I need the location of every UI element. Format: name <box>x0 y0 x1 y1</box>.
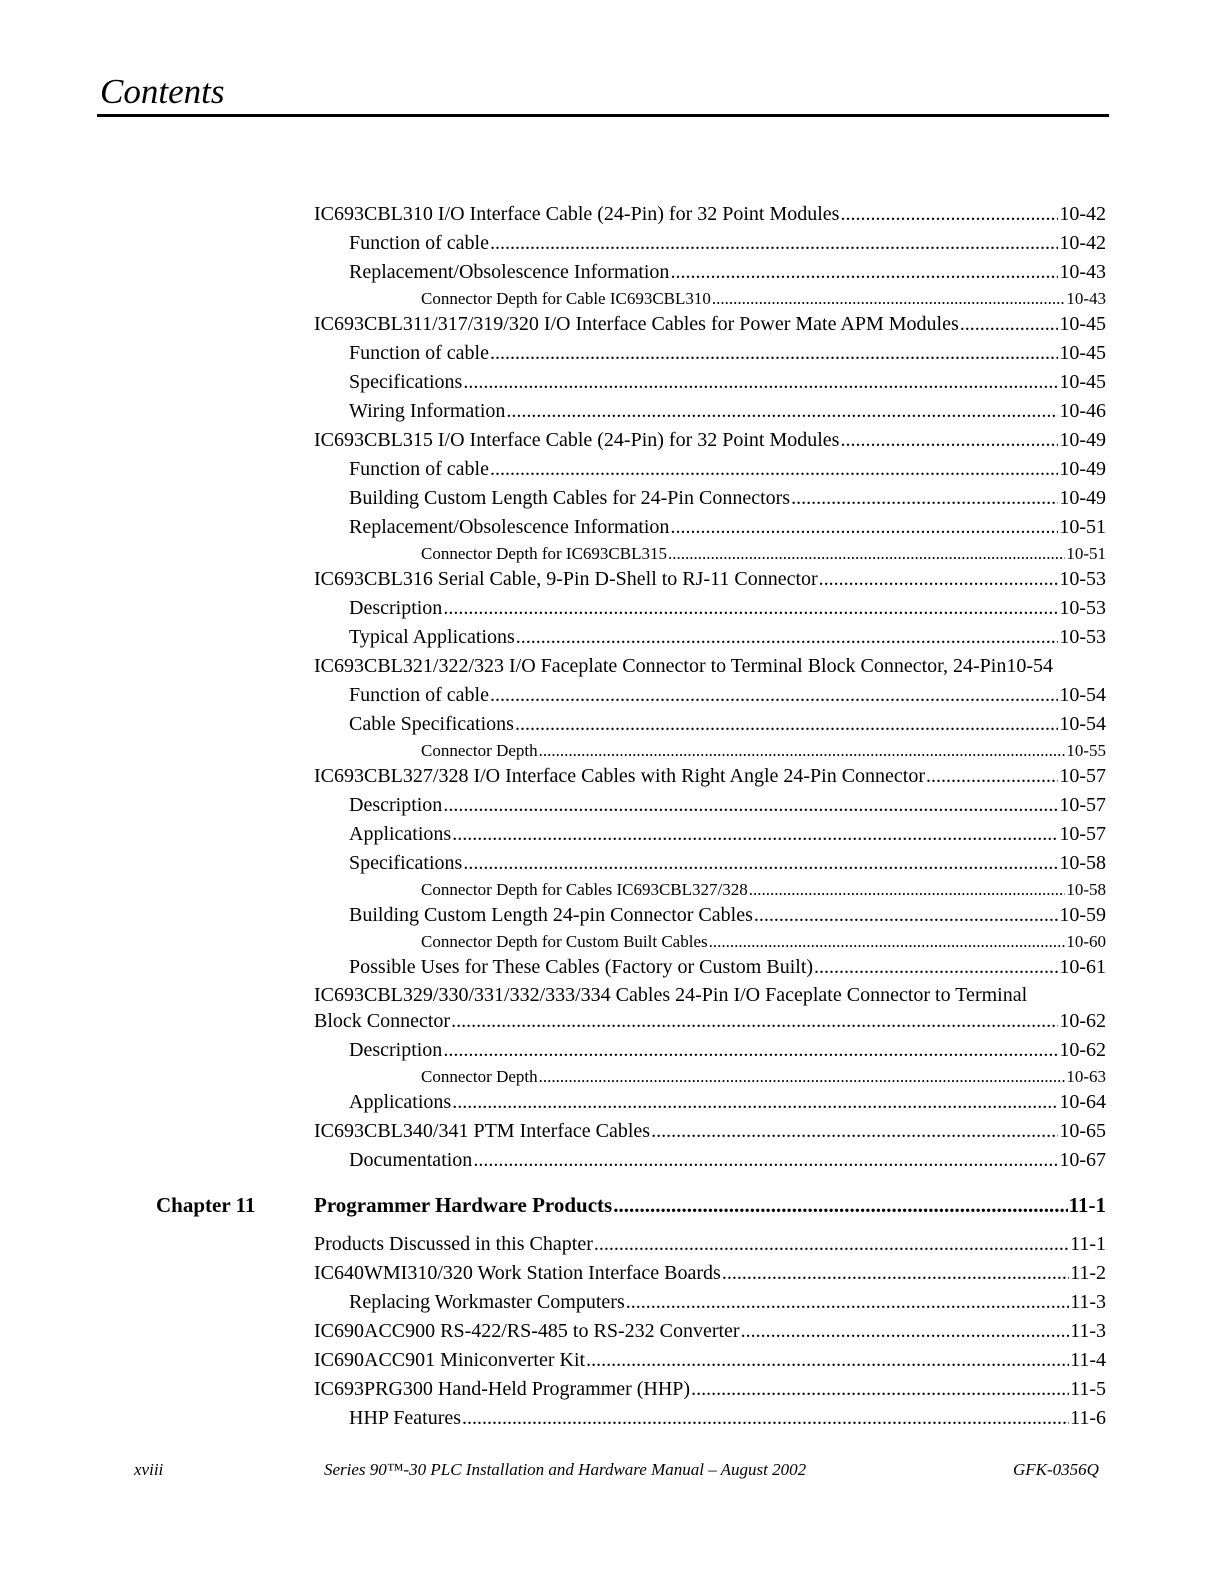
toc-entry[interactable] <box>349 487 1106 515</box>
toc-entry-title: Applications <box>349 823 452 845</box>
chapter-label: Chapter 11 <box>156 1193 256 1217</box>
toc-entry[interactable] <box>349 597 1106 625</box>
toc-entry[interactable] <box>349 713 1106 741</box>
toc-entry-title: IC693CBL340/341 PTM Interface Cables <box>314 1120 651 1142</box>
dot-leader <box>490 232 1058 255</box>
toc-entry-page: 10-53 <box>1059 626 1106 648</box>
toc-entry[interactable] <box>314 203 1106 231</box>
chapter-page: 11-1 <box>1068 1193 1106 1217</box>
dot-leader <box>840 203 1058 226</box>
dot-leader <box>462 1407 1069 1430</box>
toc-entry-title: IC693PRG300 Hand-Held Programmer (HHP) <box>314 1378 691 1400</box>
dot-leader <box>452 823 1058 846</box>
toc-entry[interactable] <box>349 1407 1106 1435</box>
toc-entry[interactable] <box>349 626 1106 654</box>
dot-leader <box>443 794 1058 817</box>
toc-entry-page: 10-62 <box>1059 1010 1106 1032</box>
toc-entry-page: 11-6 <box>1070 1407 1106 1429</box>
toc-entry-page: 10-51 <box>1059 516 1106 538</box>
toc-entry[interactable] <box>314 1349 1106 1377</box>
toc-entry-title: Specifications <box>349 852 463 874</box>
toc-entry-title: Function of cable <box>349 342 489 364</box>
toc-entry-title: Connector Depth for Custom Built Cables <box>421 932 708 951</box>
toc-entry-title: IC693CBL310 I/O Interface Cable (24-Pin) for 32 Point Modules <box>314 203 840 225</box>
toc-entry-title: Connector Depth for IC693CBL315 <box>421 544 667 563</box>
toc-entry-page: 11-2 <box>1070 1262 1106 1284</box>
dot-leader <box>670 516 1058 539</box>
toc-entry-title: Specifications <box>349 371 463 393</box>
toc-entry-page: 11-1 <box>1070 1233 1106 1255</box>
chapter-entry[interactable] <box>314 1193 1106 1221</box>
toc-entry-title: Products Discussed in this Chapter <box>314 1233 593 1255</box>
toc-entry-title: IC693CBL311/317/319/320 I/O Interface Cables for Power Mate APM Modules <box>314 313 959 335</box>
toc-entry[interactable] <box>314 1233 1106 1261</box>
dot-leader <box>709 932 1066 952</box>
toc-entry-page: 11-3 <box>1070 1291 1106 1313</box>
footer-doc-id: GFK-0356Q <box>1013 1460 1099 1479</box>
toc-entry[interactable] <box>349 823 1106 851</box>
toc-entry[interactable] <box>349 342 1106 370</box>
dot-leader <box>443 1039 1058 1062</box>
dot-leader <box>539 741 1066 761</box>
dot-leader <box>506 400 1058 423</box>
toc-entry-page: 10-53 <box>1059 597 1106 619</box>
dot-leader <box>539 1067 1066 1087</box>
toc-entry-page: 11-3 <box>1070 1320 1106 1342</box>
toc-entry[interactable] <box>421 932 1106 954</box>
toc-entry-page: 10-45 <box>1059 342 1106 364</box>
dot-leader <box>926 765 1058 788</box>
toc-entry-page: 10-61 <box>1059 956 1106 978</box>
toc-entry[interactable] <box>421 1067 1106 1089</box>
dot-leader <box>594 1233 1069 1256</box>
toc-entry-page: 10-57 <box>1059 765 1106 787</box>
toc-entry-title: IC640WMI310/320 Work Station Interface Boards <box>314 1262 721 1284</box>
toc-entry[interactable] <box>314 1320 1106 1348</box>
toc-entry-page: 11-5 <box>1070 1378 1106 1400</box>
toc-entry-title: IC693CBL315 I/O Interface Cable (24-Pin) for 32 Point Modules <box>314 429 840 451</box>
toc-entry[interactable] <box>314 313 1106 341</box>
dot-leader <box>651 1120 1058 1143</box>
toc-entry-title: Description <box>349 1039 443 1061</box>
toc-entry-page: 10-65 <box>1059 1120 1106 1142</box>
toc-entry-page: 10-49 <box>1059 487 1106 509</box>
dot-leader <box>814 956 1058 979</box>
toc-entry-title: Wiring Information <box>349 400 506 422</box>
chapter-title: Programmer Hardware Products <box>314 1193 613 1217</box>
toc-entry[interactable] <box>421 289 1106 311</box>
toc-entry-page: 10-67 <box>1059 1149 1106 1171</box>
dot-leader <box>791 487 1058 510</box>
toc-entry-title: IC690ACC901 Miniconverter Kit <box>314 1349 586 1371</box>
footer-manual-title: Series 90™-30 PLC Installation and Hardware Manual – August 2002 <box>324 1460 807 1479</box>
toc-entry-page: 10-62 <box>1059 1039 1106 1061</box>
toc-entry[interactable] <box>421 544 1106 566</box>
toc-entry-title: Connector Depth for Cables IC693CBL327/328 <box>421 880 748 899</box>
toc-entry-page: 10-42 <box>1059 203 1106 225</box>
toc-entry-title: Function of cable <box>349 684 489 706</box>
toc-entry-page: 10-45 <box>1059 313 1106 335</box>
toc-entry-title: Connector Depth for Cable IC693CBL310 <box>421 289 711 308</box>
toc-entry[interactable] <box>349 1291 1106 1319</box>
toc-entry-title: Typical Applications <box>349 626 515 648</box>
toc-entry-title: IC693CBL321/322/323 I/O Faceplate Connector to Terminal Block Connector, 24-Pin10-54 <box>314 655 1053 677</box>
toc-entry-title: IC693CBL316 Serial Cable, 9-Pin D-Shell to RJ-11 Connector <box>314 568 818 590</box>
toc-entry-page: 10-46 <box>1059 400 1106 422</box>
dot-leader <box>960 313 1059 336</box>
toc-entry-page: 10-51 <box>1066 544 1106 563</box>
toc-entry-page: 10-45 <box>1059 371 1106 393</box>
toc-entry[interactable] <box>349 904 1106 932</box>
toc-entry-title: IC693CBL327/328 I/O Interface Cables with Right Angle 24-Pin Connector <box>314 765 926 787</box>
toc-entry-title: Block Connector <box>314 1010 451 1032</box>
toc-entry[interactable] <box>314 1120 1106 1148</box>
toc-entry-page: 10-64 <box>1059 1091 1106 1113</box>
toc-entry-page: 10-49 <box>1059 458 1106 480</box>
toc-entry[interactable] <box>421 880 1106 902</box>
toc-entry-title: Function of cable <box>349 232 489 254</box>
footer-page-number: xviii <box>134 1460 164 1479</box>
toc-entry-title: Connector Depth <box>421 1067 538 1086</box>
toc-entry[interactable] <box>314 568 1106 596</box>
toc-entry[interactable] <box>349 371 1106 399</box>
toc-entry-page: 11-4 <box>1070 1349 1106 1371</box>
toc-entry-page: 10-63 <box>1066 1067 1106 1086</box>
dot-leader <box>840 429 1058 452</box>
toc-entry-title: Building Custom Length 24-pin Connector Cables <box>349 904 753 926</box>
toc-entry[interactable] <box>314 765 1106 793</box>
toc-entry[interactable] <box>349 794 1106 822</box>
dot-leader <box>668 544 1065 564</box>
page-title: Contents <box>100 72 225 111</box>
dot-leader <box>443 597 1058 620</box>
toc-entry-title: Building Custom Length Cables for 24-Pin Connectors <box>349 487 791 509</box>
toc-entry-page: 10-42 <box>1059 232 1106 254</box>
toc-entry[interactable] <box>421 741 1106 763</box>
toc-entry[interactable] <box>349 516 1106 544</box>
toc-entry[interactable] <box>349 261 1106 289</box>
toc-entry-page: 10-54 <box>1059 684 1106 706</box>
toc-entry[interactable] <box>349 852 1106 880</box>
toc-entry-title: IC693CBL329/330/331/332/333/334 Cables 24-Pin I/O Faceplate Connector to Terminal <box>314 984 1028 1006</box>
dot-leader <box>473 1149 1058 1172</box>
dot-leader <box>749 880 1066 900</box>
dot-leader <box>463 852 1058 875</box>
toc-entry-page: 10-53 <box>1059 568 1106 590</box>
toc-entry[interactable] <box>314 1262 1106 1290</box>
toc-entry-page: 10-43 <box>1066 289 1106 308</box>
dot-leader <box>490 684 1058 707</box>
toc-entry-title: Replacement/Obsolescence Information <box>349 516 670 538</box>
toc-entry[interactable] <box>349 1091 1106 1119</box>
dot-leader <box>626 1291 1069 1314</box>
toc-entry-title: Description <box>349 794 443 816</box>
toc-entry-page: 10-57 <box>1059 794 1106 816</box>
toc-entry-title: Applications <box>349 1091 452 1113</box>
dot-leader <box>691 1378 1069 1401</box>
toc-entry[interactable] <box>349 956 1106 984</box>
toc-entry-title: Connector Depth <box>421 741 538 760</box>
dot-leader <box>515 713 1058 736</box>
toc-entry-page: 10-58 <box>1059 852 1106 874</box>
toc-entry[interactable] <box>314 984 1027 1012</box>
toc-entry-page: 10-55 <box>1066 741 1106 760</box>
toc-entry-title: Possible Uses for These Cables (Factory or Custom Built) <box>349 956 814 978</box>
toc-entry-page: 10-43 <box>1059 261 1106 283</box>
toc-entry[interactable] <box>349 1039 1106 1067</box>
dot-leader <box>490 342 1058 365</box>
toc-entry[interactable] <box>314 1010 1106 1038</box>
toc-entry-title: Replacing Workmaster Computers <box>349 1291 625 1313</box>
dot-leader <box>490 458 1058 481</box>
toc-entry[interactable] <box>349 232 1106 260</box>
toc-entry-page: 10-57 <box>1059 823 1106 845</box>
dot-leader <box>741 1320 1070 1343</box>
dot-leader <box>452 1091 1058 1114</box>
toc-entry-title: IC690ACC900 RS-422/RS-485 to RS-232 Converter <box>314 1320 740 1342</box>
toc-entry-title: Function of cable <box>349 458 489 480</box>
toc-entry-title: HHP Features <box>349 1407 462 1429</box>
dot-leader <box>463 371 1058 394</box>
dot-leader <box>670 261 1058 284</box>
dot-leader <box>451 1010 1058 1033</box>
toc-entry[interactable] <box>314 429 1106 457</box>
dot-leader <box>712 289 1065 309</box>
dot-leader <box>754 904 1058 927</box>
toc-entry-page: 10-49 <box>1059 429 1106 451</box>
toc-entry[interactable] <box>349 458 1106 486</box>
toc-entry-title: Replacement/Obsolescence Information <box>349 261 670 283</box>
toc-entry[interactable] <box>349 400 1106 428</box>
toc-entry-page: 10-60 <box>1066 932 1106 951</box>
toc-entry[interactable] <box>349 1149 1106 1177</box>
dot-leader <box>613 1193 1067 1218</box>
dot-leader <box>819 568 1059 591</box>
toc-entry-title: Cable Specifications <box>349 713 514 735</box>
toc-entry-title: Description <box>349 597 443 619</box>
toc-entry-page: 10-54 <box>1059 713 1106 735</box>
toc-entry-page: 10-59 <box>1059 904 1106 926</box>
dot-leader <box>722 1262 1069 1285</box>
toc-entry[interactable] <box>349 684 1106 712</box>
dot-leader <box>586 1349 1069 1372</box>
dot-leader <box>516 626 1059 649</box>
toc-entry[interactable] <box>314 1378 1106 1406</box>
toc-entry[interactable] <box>314 655 1053 683</box>
toc-entry-title: Documentation <box>349 1149 473 1171</box>
header-rule <box>97 114 1109 117</box>
toc-entry-page: 10-58 <box>1066 880 1106 899</box>
